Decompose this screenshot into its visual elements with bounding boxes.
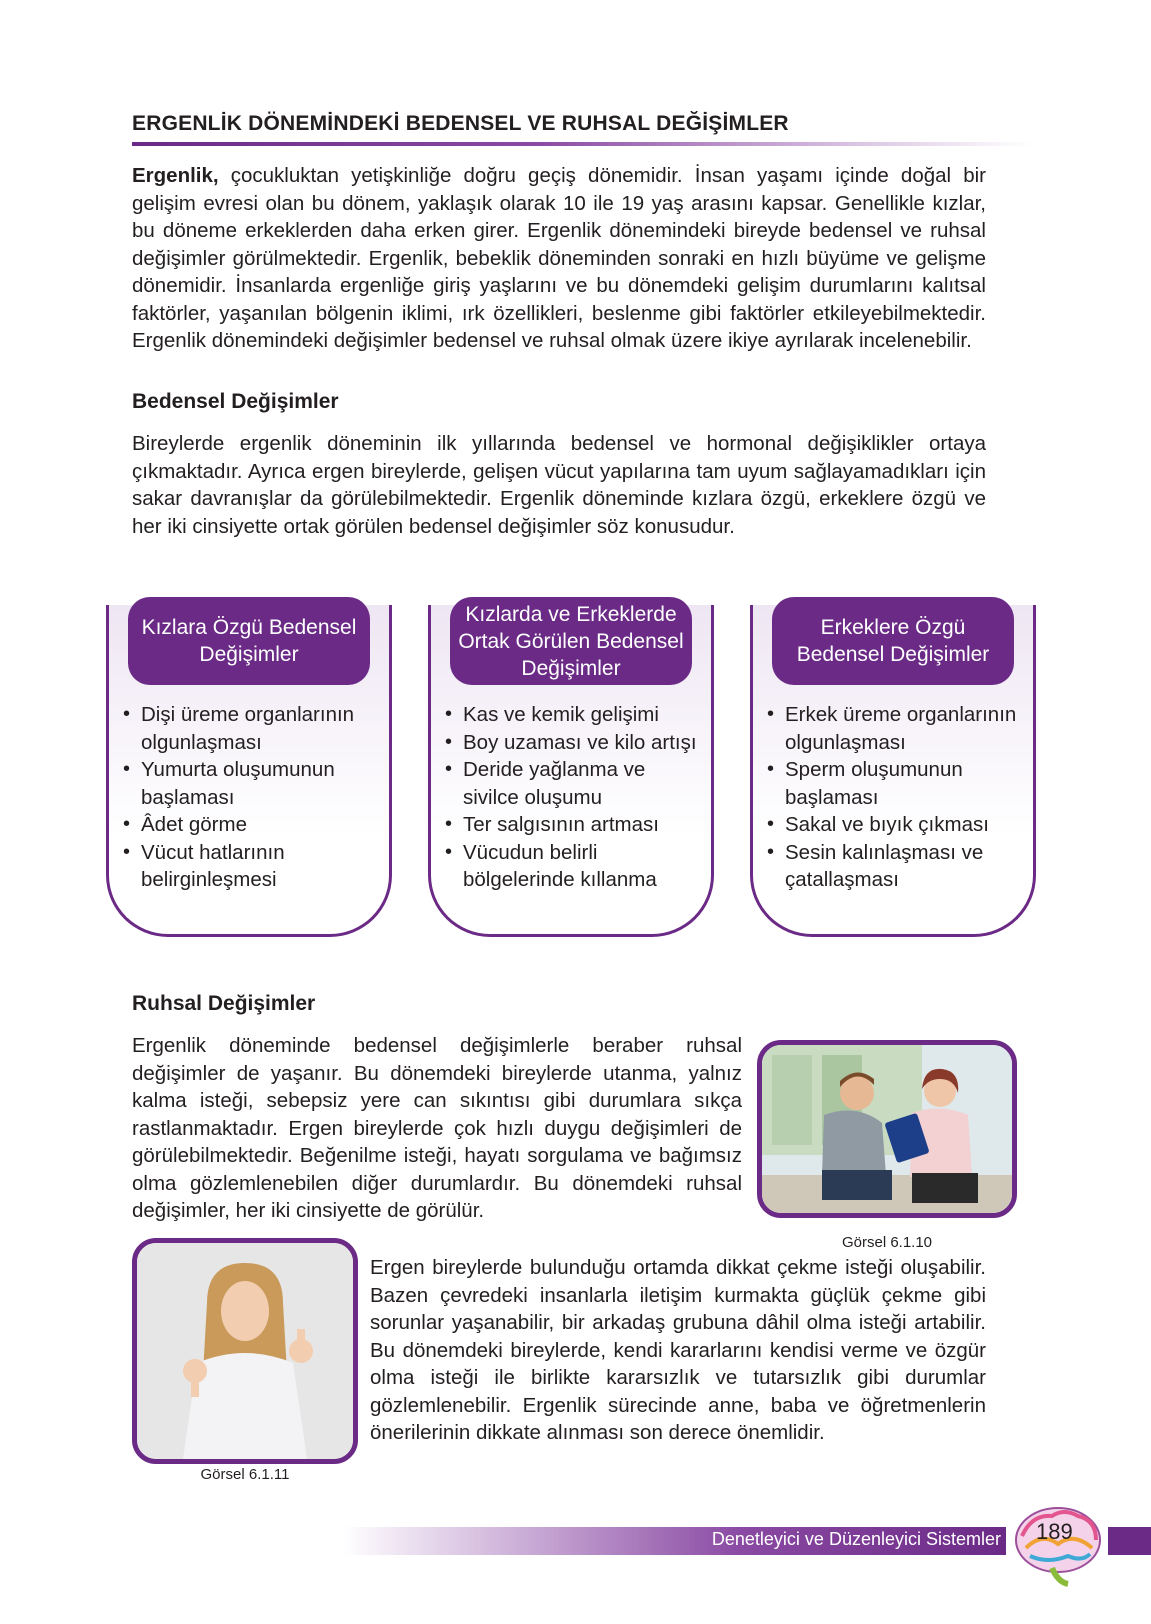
footer-chapter-title: Denetleyici ve Düzenleyici Sistemler [711, 1529, 1001, 1549]
ruhsal-paragraph-2: Ergen bireylerde bulunduğu ortamda dikkat çekme isteği oluşabilir. Bazen çevredeki insanlarla iletişim kurmakta güçlük çekme gibi sorunlar yaşanabilir, bir arkadaş grubuna dâhil olma isteği artabilir. Bu dönemdeki bireylerde, kendi kararlarını kendisi verme ve özgür olma isteği ile birlikte kararsızlık ve tutarsızlık gibi durumlar gözlemlenebilir. Ergenlik sürecinde anne, baba ve öğretmenlerin önerilerinin dikkate alınması son derece önemlidir. [370, 1256, 986, 1444]
list-item: • Deride yağlanma ve sivilce oluşumu [445, 756, 701, 811]
list-item: • Boy uzaması ve kilo artışı [445, 729, 701, 757]
brain-icon [1012, 1502, 1104, 1588]
bedensel-paragraph: Bireylerde ergenlik döneminin ilk yıllarında bedensel ve hormonal değişiklikler ortaya çıkmaktadır. Ayrıca ergen bireylerde, gelişen vücut yapılarına tam uyum sağlayamadıkları için sakar davranışlar da görülebilmektedir. Ergenlik döneminde kızlara özgü, erkeklere özgü ve her iki cinsiyette ortak görülen bedensel değişimler söz konusudur. [132, 432, 986, 538]
page-number: 189 [1036, 1519, 1073, 1544]
intro-text: çocukluktan yetişkinliğe doğru geçiş dönemidir. İnsan yaşamı içinde doğal bir gelişim evresi olan bu dönem, yaklaşık olarak 10 ile 19 yaş arasını kapsar. Genellikle kızlar, bu döneme erkeklerden daha erken girer. Ergenlik dönemindeki bireyde bedensel ve ruhsal değişimler görülmektedir. Ergenlik, bebeklik döneminden sonraki en hızlı büyüme ve gelişme dönemidir. İnsanlarda ergenliğe giriş yaşlarını ve bu dönemdeki gelişim durumlarını kalıtsal faktörler, yaşanılan bölgenin iklimi, ırk özellikleri, beslenme gibi faktörler etkileyebilmektedir. Ergenlik dönemindeki değişimler bedensel ve ruhsal olmak üzere ikiye ayrılarak incelenebilir. [132, 164, 986, 352]
bedensel-heading: Bedensel Değişimler [132, 390, 339, 413]
box-girls-list [123, 701, 379, 894]
list-item: • Ter salgısının artması [445, 811, 701, 839]
photo1-caption: Görsel 6.1.10 [841, 1234, 933, 1251]
list-item: • Âdet görme [123, 811, 379, 839]
box-girls-title: Kızlara Özgü Bedensel Değişimler [128, 597, 370, 685]
photo2-caption: Görsel 6.1.11 [200, 1466, 290, 1483]
girl-thumbs-photo [132, 1238, 358, 1464]
box-boys-title: Erkeklere Özgü Bedensel Değişimler [772, 597, 1014, 685]
list-item: • Sakal ve bıyık çıkması [767, 811, 1023, 839]
title-underline [132, 142, 1032, 146]
list-item: • Sperm oluşumunun başlaması [767, 756, 1023, 811]
box-common-title: Kızlarda ve Erkeklerde Ortak Görülen Bedensel Değişimler [450, 597, 692, 685]
list-item: • Yumurta oluşumunun başlaması [123, 756, 379, 811]
section-title: ERGENLİK DÖNEMİNDEKİ BEDENSEL VE RUHSAL DEĞİŞİMLER [132, 112, 789, 135]
list-item: • Erkek üreme organlarının olgunlaşması [767, 701, 1023, 756]
box-boys-list [767, 701, 1023, 894]
counselling-illustration [762, 1045, 1012, 1213]
list-item: • Kas ve kemik gelişimi [445, 701, 701, 729]
intro-paragraph [132, 162, 986, 355]
list-item: • Vücudun belirli bölgelerinde kıllanma [445, 839, 701, 894]
box-common-list [445, 701, 701, 894]
list-item: • Vücut hatlarının belirginleşmesi [123, 839, 379, 894]
list-item: • Sesin kalınlaşması ve çatallaşması [767, 839, 1023, 894]
ruhsal-heading: Ruhsal Değişimler [132, 992, 316, 1015]
list-item: • Dişi üreme organlarının olgunlaşması [123, 701, 379, 756]
intro-lead-term: Ergenlik, [132, 164, 219, 187]
footer-bar-tail [1108, 1527, 1151, 1555]
ruhsal-paragraph-1: Ergenlik döneminde bedensel değişimlerle beraber ruhsal değişimler de yaşanır. Bu dönemdeki bireylerde utanma, yalnız kalma isteği, sebepsiz yere can sıkıntısı gibi durumlara sıkça rastlanmaktadır. Ergen bireylerde çok hızlı duygu değişimleri de görülebilmektedir. Beğenilme isteği, hayatı sorgulama ve bağımsız olma gözlemlenebilen diğer durumlardır. Bu dönemdeki ruhsal değişimler, her iki cinsiyette de görülür. [132, 1034, 742, 1222]
girl-illustration [137, 1243, 353, 1459]
counselling-photo [757, 1040, 1017, 1218]
